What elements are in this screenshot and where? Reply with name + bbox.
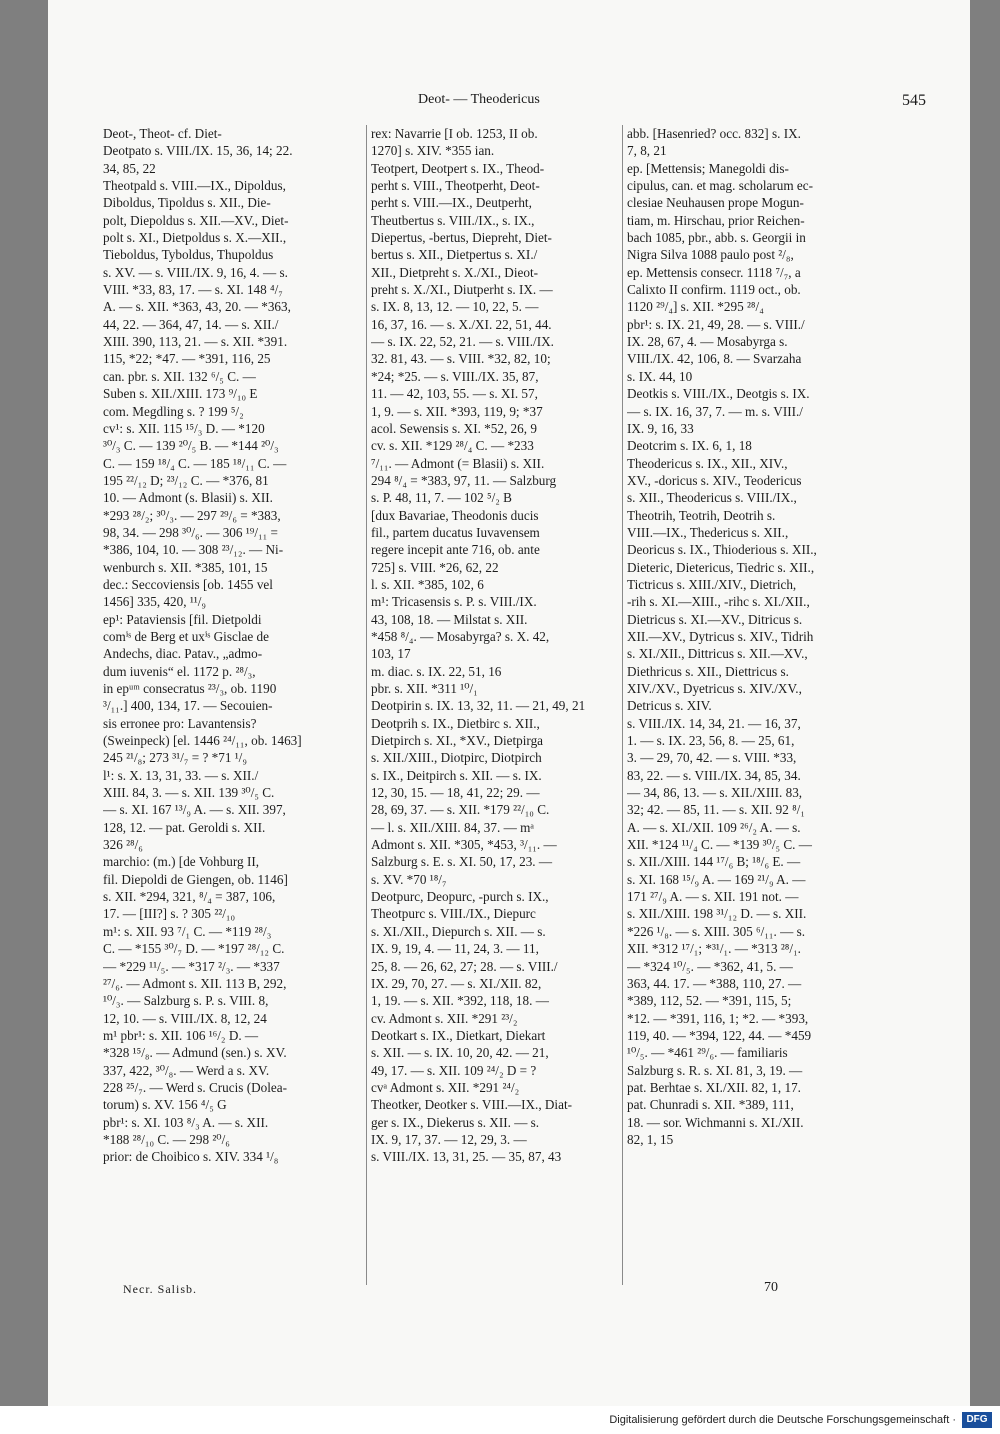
text-line: 1120 ²⁹/₄] s. XII. *295 ²⁸/₄: [627, 299, 764, 315]
text-line: m¹ pbr¹: s. XII. 106 ¹⁶/₂ D. —: [103, 1027, 259, 1043]
text-line: ger s. IX., Diekerus s. XII. — s.: [371, 1114, 540, 1130]
text-line: Deotprih s. IX., Dietbirc s. XII.,: [371, 715, 540, 731]
text-line: Tictricus s. XIII./XIV., Dietrich,: [627, 576, 797, 592]
text-line: Theutbertus s. VIII./IX., s. IX.,: [371, 212, 535, 228]
text-line: 82, 1, 15: [627, 1131, 674, 1147]
text-line: XIII. 84, 3. — s. XII. 139 ³⁰/₅ C.: [103, 785, 275, 801]
text-line: *12. — *391, 116, 1; *2. — *393,: [627, 1010, 809, 1026]
running-head: Deot- — Theodericus: [418, 92, 540, 107]
dfg-logo-icon[interactable]: DFG: [962, 1412, 992, 1428]
text-line: s. XII. — s. IX. 10, 20, 42. — 21,: [371, 1045, 549, 1061]
text-line: ¹⁰/₅. — *461 ²⁹/₆. — familiaris: [627, 1045, 788, 1061]
text-line: comⁱˢ de Berg et uxⁱˢ Gisclae de: [103, 628, 269, 644]
text-line: s. XI. 168 ¹⁵/₉ A. — 169 ²¹/₉ A. —: [627, 871, 806, 887]
text-line: VIII.—IX., Thedericus s. XII.,: [627, 524, 789, 540]
text-line: XII., Dietpreht s. X./XI., Dieot-: [371, 264, 539, 280]
text-line: *386, 104, 10. — 308 ²³/₁₂. — Ni-: [103, 542, 284, 558]
text-column-2: [371, 125, 619, 1166]
text-line: polt s. XI., Dietpoldus s. X.—XII.,: [103, 230, 287, 246]
text-line: pbr¹: s. XI. 103 ⁸/₃ A. — s. XII.: [103, 1114, 269, 1130]
text-line: 17. — [III?] s. ? 305 ²²/₁₀: [103, 906, 236, 922]
text-line: 32. 81, 43. — s. VIII. *32, 82, 10;: [371, 351, 551, 367]
text-line: 10. — Admont (s. Blasii) s. XII.: [103, 490, 273, 506]
text-line: wenburch s. XII. *385, 101, 15: [103, 559, 268, 575]
text-line: cv¹: s. XII. 115 ¹⁵/₃ D. — *120: [103, 420, 265, 436]
text-line: acol. Sewensis s. XI. *52, 26, 9: [371, 420, 537, 436]
text-line: A. — s. XI./XII. 109 ²⁶/₂ A. — s.: [627, 819, 801, 835]
text-line: *389, 112, 52. — *391, 115, 5;: [627, 993, 792, 1009]
text-line: XIV./XV., Dyetricus s. XIV./XV.,: [627, 681, 802, 696]
text-line: s. XV. *70 ¹⁸/₇: [371, 871, 447, 887]
text-line: 49, 17. — s. XII. 109 ²⁴/₂ D = ?: [371, 1062, 537, 1078]
text-line: -rih s. XI.—XIII., -rihc s. XI./XII.,: [627, 594, 810, 610]
funding-notice: Digitalisierung gefördert durch die Deutsche Forschungsgemeinschaft ·: [609, 1414, 956, 1426]
text-line: in epᵘᵐ consecratus ²³/₃, ob. 1190: [103, 681, 277, 696]
text-line: 18. — sor. Wichmanni s. XI./XII.: [627, 1114, 804, 1130]
text-line: ¹⁰/₃. — Salzburg s. P. s. VIII. 8,: [103, 993, 269, 1009]
text-line: XIII. 390, 113, 21. — s. XII. *391.: [103, 334, 288, 350]
text-line: A. — s. XII. *363, 43, 20. — *363,: [103, 299, 291, 315]
text-line: 44, 22. — 364, 47, 14. — s. XII./: [103, 316, 279, 332]
text-line: Deotcrim s. IX. 6, 1, 18: [627, 438, 752, 454]
text-line: IX. 28, 67, 4. — Mosabyrga s.: [627, 334, 788, 350]
text-line: tiam, m. Hirschau, prior Reichen-: [627, 212, 805, 228]
text-line: dec.: Seccoviensis [ob. 1455 vel: [103, 576, 273, 592]
text-line: ep. [Mettensis; Manegoldi dis-: [627, 160, 789, 176]
text-line: com. Megdling s. ? 199 ⁵/₂: [103, 403, 244, 419]
text-line: Theotrih, Teotrih, Deotrih s.: [627, 507, 776, 523]
text-line: Deotkart s. IX., Dietkart, Diekart: [371, 1027, 546, 1043]
text-line: Diepertus, -bertus, Diepreht, Diet-: [371, 230, 552, 246]
text-line: s. XI./XII., Dittricus s. XII.—XV.,: [627, 646, 808, 662]
text-line: regere incepit ante 716, ob. ante: [371, 542, 540, 558]
text-line: s. XI./XII., Diepurch s. XII. — s.: [371, 923, 546, 939]
text-line: s. XII., Theodericus s. VIII./IX.,: [627, 490, 797, 506]
text-line: Dietpirch s. XI., *XV., Dietpirga: [371, 733, 544, 749]
text-column-1: [103, 125, 363, 1166]
text-line: *24; *25. — s. VIII./IX. 35, 87,: [371, 368, 539, 384]
page-number: 545: [902, 92, 926, 109]
text-line: cvᵃ Admont s. XII. *291 ²⁴/₂: [371, 1079, 520, 1095]
text-line: Detricus s. XIV.: [627, 698, 712, 714]
text-line: 245 ²¹/₈; 273 ³¹/₇ = ? *71 ¹/₉: [103, 750, 247, 766]
text-line: Deotpato s. VIII./IX. 15, 36, 14; 22.: [103, 143, 293, 159]
text-line: — *324 ¹⁰/₅. — *362, 41, 5. —: [627, 958, 793, 974]
text-line: 43, 108, 18. — Milstat s. XII.: [371, 611, 528, 627]
text-line: s. IX. 8, 13, 12. — 10, 22, 5. —: [371, 299, 539, 315]
text-line: Admont s. XII. *305, *453, ³/₁₁. —: [371, 837, 557, 853]
text-line: 1270] s. XIV. *355 ian.: [371, 143, 495, 159]
text-line: C. — *155 ³⁰/₇ D. — *197 ²⁸/₁₂ C.: [103, 941, 285, 957]
text-line: ³⁰/₃ C. — 139 ²⁰/₅ B. — *144 ²⁰/₃: [103, 438, 279, 454]
text-line: IX. 9, 17, 37. — 12, 29, 3. —: [371, 1131, 527, 1147]
sheet-number: 70: [764, 1280, 778, 1295]
text-line: s. XII. *294, 321, ⁸/₄ = 387, 106,: [103, 889, 276, 905]
text-line: 3. — 29, 70, 42. — s. VIII. *33,: [627, 750, 797, 766]
text-line: dum iuvenis“ el. 1172 p. ²⁸/₃,: [103, 663, 256, 679]
text-line: 11. — 42, 103, 55. — s. XI. 57,: [371, 386, 538, 402]
text-line: C. — 159 ¹⁸/₄ C. — 185 ¹⁸/₁₁ C. —: [103, 455, 287, 471]
text-line: pbr¹: s. IX. 21, 49, 28. — s. VIII./: [627, 316, 805, 332]
text-line: XII. *124 ¹¹/₄ C. — *139 ³⁰/₅ C. —: [627, 837, 812, 853]
text-line: [dux Bavariae, Theodonis ducis: [371, 507, 539, 523]
text-line: Salzburg s. R. s. XI. 81, 3, 19. —: [627, 1062, 803, 1078]
text-line: Deotpirin s. IX. 13, 32, 11. — 21, 49, 21: [371, 698, 586, 714]
text-line: s. IX. 44, 10: [627, 368, 693, 384]
funding-bar: [0, 1406, 1000, 1434]
text-line: cv. Admont s. XII. *291 ²³/₂: [371, 1010, 518, 1026]
text-line: Nigra Silva 1088 paulo post ²/₈,: [627, 247, 794, 263]
text-line: l. s. XII. *385, 102, 6: [371, 576, 484, 592]
text-line: ep. Mettensis consecr. 1118 ⁷/₇, a: [627, 264, 801, 280]
text-line: — s. IX. 22, 52, 21. — s. VIII./IX.: [371, 334, 554, 350]
text-line: pat. Chunradi s. XII. *389, 111,: [627, 1097, 794, 1113]
scanned-page: [48, 0, 970, 1406]
text-line: prior: de Choibico s. XIV. 334 ¹/₈: [103, 1149, 279, 1165]
text-line: 725] s. VIII. *26, 62, 22: [371, 559, 499, 575]
text-line: Theotpald s. VIII.—IX., Dipoldus,: [103, 178, 286, 194]
text-line: 1456] 335, 420, ¹¹/₉: [103, 594, 206, 610]
text-line: s. XV. — s. VIII./IX. 9, 16, 4. — s.: [103, 264, 288, 280]
text-line: (Sweinpeck) [el. 1446 ²⁴/₁₁, ob. 1463]: [103, 733, 302, 749]
text-line: preht s. X./XI., Diutperht s. IX. —: [371, 282, 553, 298]
column-rule: [366, 125, 367, 1285]
text-line: Dietricus s. XI.—XV., Ditricus s.: [627, 611, 803, 627]
text-line: VIII. *33, 83, 17. — s. XI. 148 ⁴/₇: [103, 282, 283, 298]
text-line: Deotkis s. VIII./IX., Deotgis s. IX.: [627, 386, 810, 402]
text-line: 171 ²⁷/₉ A. — s. XII. 191 not. —: [627, 889, 799, 905]
text-line: Andechs, diac. Patav., „admo-: [103, 646, 263, 662]
text-line: 363, 44. 17. — *388, 110, 27. —: [627, 975, 802, 991]
text-line: ⁷/₁₁. — Admont (= Blasii) s. XII.: [371, 455, 545, 471]
text-line: Dieteric, Dietericus, Tiedric s. XII.,: [627, 559, 815, 575]
text-line: Theotpurc s. VIII./IX., Diepurc: [371, 906, 536, 922]
text-line: perht s. VIII.—IX., Deutperht,: [371, 195, 532, 211]
text-line: IX. 9, 19, 4. — 11, 24, 3. — 11,: [371, 941, 539, 957]
text-line: 1, 19. — s. XII. *392, 118, 18. —: [371, 993, 549, 1009]
text-line: IX. 29, 70, 27. — s. XI./XII. 82,: [371, 975, 542, 991]
text-line: Suben s. XII./XIII. 173 ⁹/₁₀ E: [103, 386, 258, 402]
text-line: polt, Diepoldus s. XII.—XV., Diet-: [103, 212, 289, 228]
text-line: 1, 9. — s. XII. *393, 119, 9; *37: [371, 403, 543, 419]
text-line: 195 ²²/₁₂ D; ²³/₁₂ C. — *376, 81: [103, 472, 269, 488]
text-line: IX. 9, 16, 33: [627, 420, 694, 436]
text-line: *226 ¹/₈. — s. XIII. 305 ⁶/₁₁. — s.: [627, 923, 806, 939]
text-line: — s. IX. 16, 37, 7. — m. s. VIII./: [627, 403, 803, 419]
text-line: 28, 69, 37. — s. XII. *179 ²²/₁₀ C.: [371, 802, 550, 818]
text-line: — s. XI. 167 ¹³/₉ A. — s. XII. 397,: [103, 802, 286, 818]
text-line: *458 ⁸/₄. — Mosabyrga? s. X. 42,: [371, 628, 550, 644]
text-line: 119, 40. — *394, 122, 44. — *459: [627, 1027, 812, 1043]
text-line: ep¹: Pataviensis [fil. Dietpoldi: [103, 611, 262, 627]
text-column-3: [627, 125, 885, 1148]
text-line: 294 ⁸/₄ = *383, 97, 11. — Salzburg: [371, 472, 557, 488]
text-line: ³/₁₁.] 400, 134, 17. — Secouien-: [103, 698, 273, 714]
text-line: 128, 12. — pat. Geroldi s. XII.: [103, 819, 266, 835]
text-line: *328 ¹⁵/₈. — Admund (sen.) s. XV.: [103, 1045, 287, 1061]
text-line: s. XII./XIII. 144 ¹⁷/₆ B; ¹⁸/₆ E. —: [627, 854, 801, 870]
text-line: sis erronee pro: Lavantensis?: [103, 715, 257, 731]
text-line: m¹: Tricasensis s. P. s. VIII./IX.: [371, 594, 537, 610]
text-line: Deotpurc, Deopurc, -purch s. IX.,: [371, 889, 549, 905]
text-line: XII. *312 ¹⁷/₁; *³¹/₁. — *313 ²⁸/₁.: [627, 941, 801, 957]
text-line: 83, 22. — s. VIII./IX. 34, 85, 34.: [627, 767, 801, 783]
text-line: marchio: (m.) [de Vohburg II,: [103, 854, 260, 870]
text-line: fil., partem ducatus Iuvavensem: [371, 524, 540, 540]
text-line: — 34, 86, 13. — s. XII./XIII. 83,: [627, 785, 803, 801]
text-line: 16, 37, 16. — s. X./XI. 22, 51, 44.: [371, 316, 552, 332]
text-line: rex: Navarrie [I ob. 1253, II ob.: [371, 126, 538, 141]
text-line: 7, 8, 21: [627, 143, 667, 159]
text-line: Teotpert, Deotpert s. IX., Theod-: [371, 160, 545, 176]
text-line: *188 ²⁸/₁₀ C. — 298 ²⁰/₆: [103, 1131, 230, 1147]
text-line: s. XII./XIII., Diotpirc, Diotpirch: [371, 750, 542, 766]
text-line: 25, 8. — 26, 62, 27; 28. — s. VIII./: [371, 958, 558, 974]
text-line: Deoricus s. IX., Thioderious s. XII.,: [627, 542, 817, 558]
text-line: s. VIII./IX. 14, 34, 21. — 16, 37,: [627, 715, 801, 731]
text-line: m¹: s. XII. 93 ⁷/₁ C. — *119 ²⁸/₃: [103, 923, 272, 939]
text-line: cipulus, can. et mag. scholarum ec-: [627, 178, 814, 194]
text-line: abb. [Hasenried? occ. 832] s. IX.: [627, 126, 801, 141]
text-line: 337, 422, ³⁰/₈. — Werd a s. XV.: [103, 1062, 270, 1078]
text-line: bertus s. XII., Dietpertus s. XI./: [371, 247, 538, 263]
text-line: ²⁷/₆. — Admont s. XII. 113 B, 292,: [103, 975, 287, 991]
text-line: 1. — s. IX. 23, 56, 8. — 25, 61,: [627, 733, 795, 749]
text-line: XII.—XV., Dytricus s. XIV., Tidrih: [627, 628, 814, 644]
text-line: 32; 42. — 85, 11. — s. XII. 92 ⁸/₁: [627, 802, 805, 818]
text-line: s. XII./XIII. 198 ³¹/₁₂ D. — s. XII.: [627, 906, 807, 922]
text-line: — *229 ¹¹/₅. — *317 ²/₃. — *337: [103, 958, 280, 974]
text-line: Deot-, Theot- cf. Diet-: [103, 126, 222, 141]
text-line: l¹: s. X. 13, 31, 33. — s. XII./: [103, 767, 259, 783]
text-line: Theotker, Deotker s. VIII.—IX., Diat-: [371, 1097, 573, 1113]
text-line: m. diac. s. IX. 22, 51, 16: [371, 663, 502, 679]
text-line: — l. s. XII./XIII. 84, 37. — mᵃ: [371, 819, 534, 835]
text-line: XV., -doricus s. XIV., Teodericus: [627, 472, 802, 488]
column-rule: [622, 125, 623, 1285]
text-line: clesiae Neuhausen prope Mogun-: [627, 195, 804, 211]
text-line: fil. Diepoldi de Giengen, ob. 1146]: [103, 871, 288, 887]
text-line: perht s. VIII., Theotperht, Deot-: [371, 178, 540, 194]
text-line: Diboldus, Tipoldus s. XII., Die-: [103, 195, 271, 211]
text-line: 115, *22; *47. — *391, 116, 25: [103, 351, 271, 367]
signature-mark: Necr. Salisb.: [123, 1282, 197, 1296]
text-line: Tieboldus, Tyboldus, Thupoldus: [103, 247, 274, 263]
text-line: Calixto II confirm. 1119 oct., ob.: [627, 282, 801, 298]
text-line: s. VIII./IX. 13, 31, 25. — 35, 87, 43: [371, 1149, 562, 1165]
text-line: bach 1085, pbr., abb. s. Georgii in: [627, 230, 806, 246]
text-line: s. IX., Deitpirch s. XII. — s. IX.: [371, 767, 542, 783]
text-line: Theodericus s. IX., XII., XIV.,: [627, 455, 788, 471]
text-line: s. P. 48, 11, 7. — 102 ⁵/₂ B: [371, 490, 512, 506]
text-line: pbr. s. XII. *311 ¹⁰/₁: [371, 681, 478, 696]
text-line: pat. Berhtae s. XI./XII. 82, 1, 17.: [627, 1079, 801, 1095]
text-line: 103, 17: [371, 646, 411, 662]
text-line: Diethricus s. XII., Diettricus s.: [627, 663, 789, 679]
text-line: *293 ²⁸/₂; ³⁰/₃. — 297 ²⁹/₆ = *383,: [103, 507, 281, 523]
text-line: 228 ²⁵/₇. — Werd s. Crucis (Dolea-: [103, 1079, 287, 1095]
text-line: can. pbr. s. XII. 132 ⁶/₅ C. —: [103, 368, 256, 384]
text-line: cv. s. XII. *129 ²⁸/₄ C. — *233: [371, 438, 534, 454]
text-line: 12, 30, 15. — 18, 41, 22; 29. —: [371, 785, 540, 801]
text-line: 326 ²⁸/₆: [103, 837, 143, 853]
text-line: Salzburg s. E. s. XI. 50, 17, 23. —: [371, 854, 553, 870]
text-line: 12, 10. — s. VIII./IX. 8, 12, 24: [103, 1010, 267, 1026]
text-line: 98, 34. — 298 ³⁰/₆. — 306 ¹⁹/₁₁ =: [103, 524, 278, 540]
text-line: VIII./IX. 42, 106, 8. — Svarzaha: [627, 351, 802, 367]
text-line: torum) s. XV. 156 ⁴/₅ G: [103, 1097, 227, 1113]
text-line: 34, 85, 22: [103, 160, 156, 176]
